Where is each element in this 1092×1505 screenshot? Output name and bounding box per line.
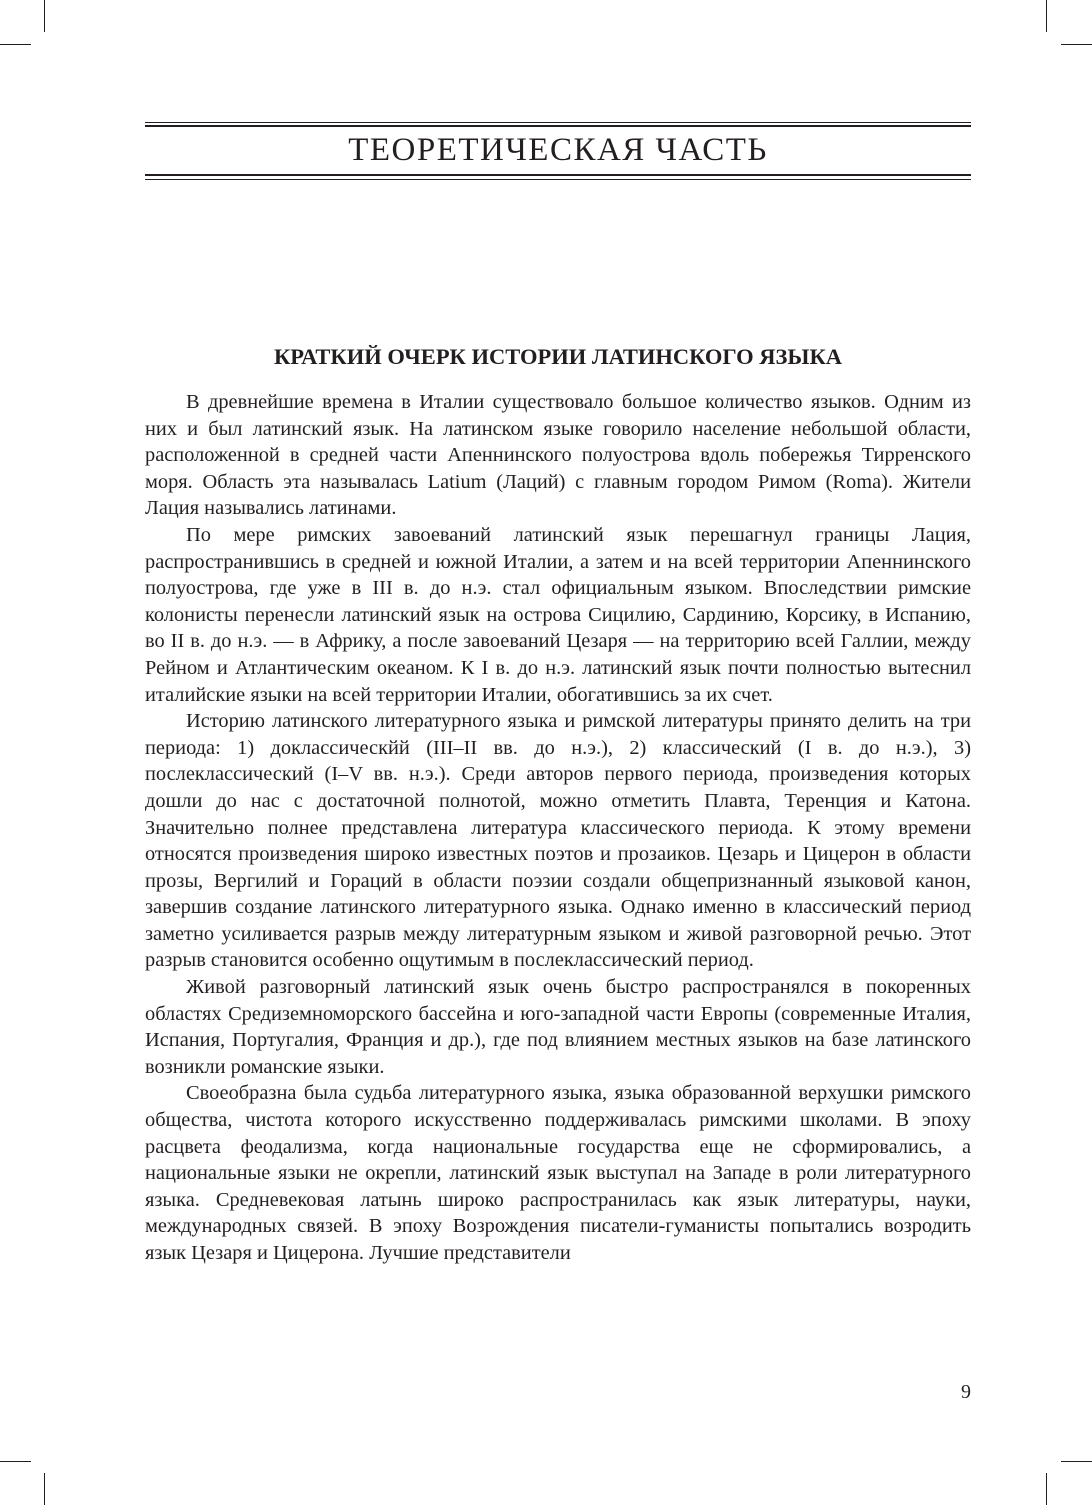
header-rule-bottom-thick (145, 174, 971, 176)
header-rule-top-thick (145, 125, 971, 127)
article-title: КРАТКИЙ ОЧЕРК ИСТОРИИ ЛАТИНСКОГО ЯЗЫКА (273, 344, 843, 369)
paragraph: В древнейшие времена в Италии существовало большое количество языков. Одним из них и был латинский язык. На латинском языке говорило население небольшой области, расположенной в средней части Апеннинского полуострова вдоль побережья Тирренского моря. Область эта называлась Latium (Лаций) с главным городом Римом (Roma). Жители Лация назывались латинами. (145, 391, 971, 520)
paragraph: Живой разговорный латинский язык очень быстро распространялся в покоренных областях Средиземноморского бассейна и юго-западной части Европы (современные Италия, Испания, Португалия, Франция и др.), где под влиянием местных языков на базе латинского возникли романские языки. (145, 976, 971, 1078)
header-rule-top-thin (145, 122, 971, 123)
paragraph: Своеобразна была судьба литературного языка, языка образованной верхушки римского общества, чистота которого искусственно поддерживалась римскими школами. В эпоху расцвета феодализма, когда национальные государства еще не сформировались, а национальные языки не окрепли, латинский язык выступал на Западе в роли литературного языка. Средневековая латынь широко распространилась как язык литературы, науки, международных связей. В эпоху Возрождения писатели-гуманисты попытались возродить язык Цезаря и Цицерона. Лучшие представители (145, 1082, 971, 1264)
header-rule-bottom-thin (145, 179, 971, 180)
crop-mark (1061, 1461, 1092, 1462)
crop-mark (44, 1473, 45, 1505)
crop-mark (0, 44, 31, 45)
page-number: 9 (961, 1381, 971, 1403)
crop-mark (1046, 1473, 1047, 1505)
body-text (145, 389, 971, 1267)
paragraph: Историю латинского литературного языка и римской литературы принято делить на три периода: 1) доклассическйй (III–II вв. до н.э.), 2) классический (I в. до н.э.), 3) послеклассический (I–V вв. н.э.). Среди авторов первого периода, произведения которых дошли до нас с достаточной полнотой, можно отметить Плавта, Теренция и Катона. Значительно полнее представлена литература классического периода. К этому времени относятся произведения широко известных поэтов и прозаиков. Цезарь и Цицерон в области прозы, Вергилий и Гораций в области поэзии создали общепризнанный языковой канон, завершив создание латинского литературного языка. Однако именно в классический период заметно усиливается разрыв между литературным языком и живой разговорной речью. Этот разрыв становится особенно ощутимым в послеклассический период. (145, 710, 971, 972)
paragraph: По мере римских завоеваний латинский язык перешагнул границы Лация, распространившись в средней и южной Италии, а затем и на всей территории Апеннинского полуострова, где уже в III в. до н.э. стал официальным языком. Впоследствии римские колонисты перенесли латинский язык на острова Сицилию, Сардинию, Корсику, в Испанию, во II в. до н.э. — в Африку, а после завоеваний Цезаря — на территорию всей Галлии, между Рейном и Атлантическим океаном. К I в. до н.э. латинский язык почти полностью вытеснил италийские языки на всей территории Италии, обогатившись за их счет. (145, 523, 971, 706)
crop-mark (1046, 0, 1047, 32)
crop-mark (44, 0, 45, 32)
crop-mark (1061, 44, 1092, 45)
section-title: ТЕОРЕТИЧЕСКАЯ ЧАСТЬ (348, 132, 768, 168)
crop-mark (0, 1461, 31, 1462)
